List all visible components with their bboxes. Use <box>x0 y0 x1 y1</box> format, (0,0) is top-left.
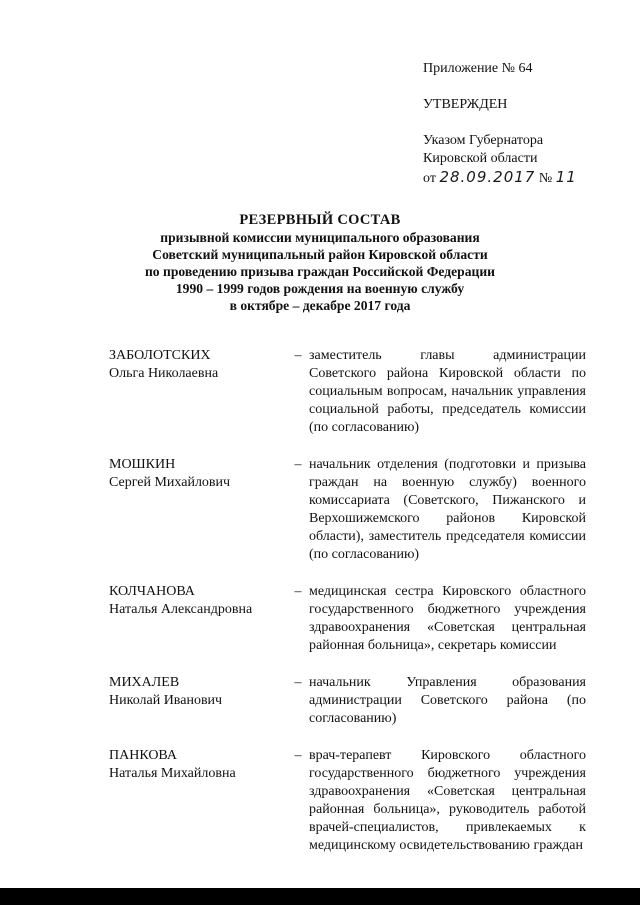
member-surname: КОЛЧАНОВА <box>109 584 195 599</box>
member-entry <box>109 747 589 855</box>
document-title <box>0 211 640 314</box>
member-given-name: Наталья Александровна <box>109 602 253 617</box>
decree-line-1: Указом Губернатора <box>423 133 544 148</box>
title-line-1: призывной комиссии муниципального образования <box>160 230 480 245</box>
handwritten-number: 11 <box>555 168 577 186</box>
handwritten-date: 28.09.2017 <box>439 168 536 186</box>
spacer <box>423 114 577 132</box>
member-description: медицинская сестра Кировского областного государственного бюджетного учреждения здравоохранения «Советская центральная районная больница», секретарь комиссии <box>309 584 586 653</box>
annex-label: Приложение № 64 <box>423 61 533 76</box>
member-entry <box>109 347 589 437</box>
approval-block <box>423 60 577 188</box>
member-surname: МОШКИН <box>109 457 176 472</box>
member-entry <box>109 456 589 564</box>
member-surname: МИХАЛЕВ <box>109 675 180 690</box>
approved-label: УТВЕРЖДЕН <box>423 97 508 112</box>
member-entry <box>109 583 589 655</box>
member-dash: – <box>294 457 302 472</box>
member-dash: – <box>294 675 302 690</box>
title-line-5: в октябре – декабре 2017 года <box>229 298 411 313</box>
member-name <box>109 347 287 437</box>
member-given-name: Сергей Михайлович <box>109 475 231 490</box>
member-given-name: Ольга Николаевна <box>109 366 219 381</box>
date-prefix: от <box>423 171 436 186</box>
member-dash: – <box>294 584 302 599</box>
member-name <box>109 747 287 855</box>
members-list <box>109 347 589 874</box>
member-given-name: Наталья Михайловна <box>109 766 236 781</box>
member-dash: – <box>294 348 302 363</box>
member-description: врач-терапевт Кировского областного государственного бюджетного учреждения здравоохранения «Советская центральная районная больница», руководитель работой врачей-специалистов, привлекаемых к медицинскому освидетельствованию граждан <box>309 748 586 853</box>
scan-bottom-border <box>0 888 640 905</box>
member-description: начальник Управления образования администрации Советского района (по согласованию) <box>309 675 586 726</box>
member-name <box>109 456 287 564</box>
member-description: начальник отделения (подготовки и призыва граждан на военную службу) военного комиссариата (Советского, Пижанского и Верхошижемского районов Кировской области), заместитель председателя комиссии (по согласованию) <box>309 457 586 562</box>
number-label: № <box>538 171 553 186</box>
member-entry <box>109 674 589 728</box>
title-line-4: 1990 – 1999 годов рождения на военную службу <box>175 281 465 296</box>
decree-date-line <box>423 168 577 188</box>
member-description: заместитель главы администрации Советского района Кировской области по социальным вопросам, начальник управления социальной работы, председатель комиссии (по согласованию) <box>309 348 586 435</box>
title-line-2: Советский муниципальный район Кировской области <box>152 247 488 262</box>
member-surname: ПАНКОВА <box>109 748 177 763</box>
member-name <box>109 674 287 728</box>
member-surname: ЗАБОЛОТСКИХ <box>109 348 211 363</box>
title-main: РЕЗЕРВНЫЙ СОСТАВ <box>239 212 401 228</box>
spacer <box>423 78 577 96</box>
decree-line-2: Кировской области <box>423 151 538 166</box>
member-name <box>109 583 287 655</box>
member-dash: – <box>294 748 302 763</box>
title-line-3: по проведению призыва граждан Российской Федерации <box>144 264 496 279</box>
member-given-name: Николай Иванович <box>109 693 223 708</box>
